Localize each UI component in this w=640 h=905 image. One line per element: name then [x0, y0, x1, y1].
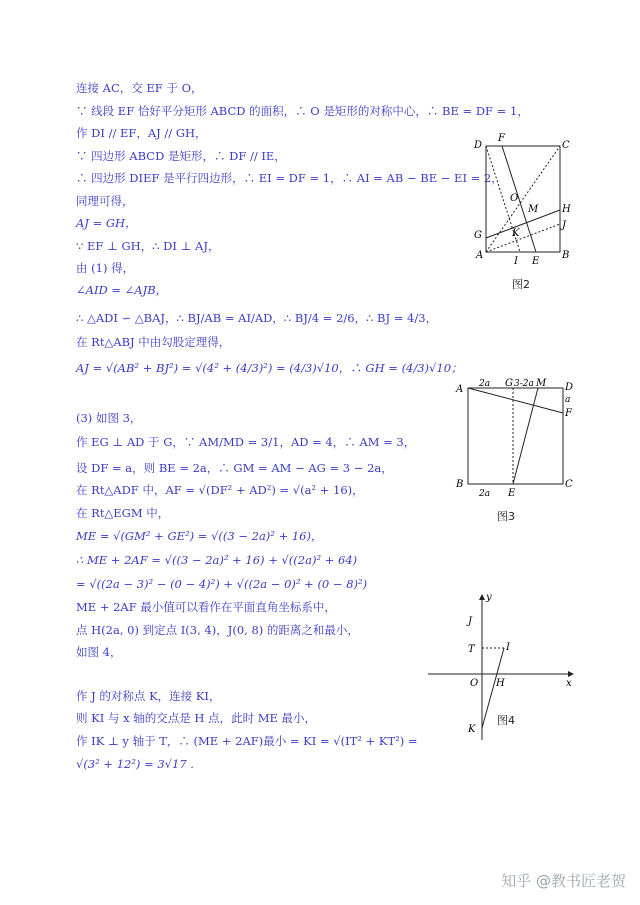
- segment-aj: [486, 224, 560, 252]
- solution-line: 在 Rt△ADF 中，AF = √(DF² + AD²) = √(a² + 16)，: [76, 483, 364, 497]
- solution-line: 作 IK ⊥ y 轴于 T，∴ (ME + 2AF)最小 = KI = √(IT² + KT²) =: [76, 734, 418, 748]
- label-h: H: [496, 678, 505, 689]
- segment-gh: [486, 210, 560, 238]
- figure-2-caption: 图2: [512, 278, 530, 291]
- label-h: H: [562, 204, 571, 215]
- label-o: O: [470, 678, 479, 689]
- label-f: F: [565, 408, 572, 419]
- figure-2: [466, 128, 586, 268]
- solution-line: ∵ 线段 EF 恰好平分矩形 ABCD 的面积，∴ O 是矩形的对称中心，∴ BE = DF = 1，: [76, 104, 529, 118]
- segment-ac: [486, 146, 560, 252]
- label-e: E: [508, 488, 516, 499]
- solution-line: 设 DF = a，则 BE = 2a，∴ GM = AM − AG = 3 − 2a，: [76, 461, 393, 475]
- solution-line: 在 Rt△ABJ 中由勾股定理得，: [76, 335, 231, 349]
- solution-line: ∵ EF ⊥ GH，∴ DI ⊥ AJ，: [76, 239, 220, 253]
- label-j: J: [562, 220, 567, 231]
- solution-line: ∠AID = ∠AJB，: [76, 283, 168, 297]
- solution-line: ∴ △ADI ∽ △BAJ，∴ BJ/AB = AI/AD，∴ BJ/4 = 2/6，∴ BJ = 4/3，: [76, 311, 438, 325]
- solution-line: ME = √(GM² + GE²) = √((3 − 2a)² + 16)，: [76, 529, 323, 543]
- solution-line: ∴ ME + 2AF = √((3 − 2a)² + 16) + √((2a)² + 64): [76, 553, 358, 567]
- label-2a-bottom: 2a: [479, 489, 491, 499]
- label-b: B: [456, 479, 464, 490]
- label-b: B: [562, 250, 570, 261]
- y-axis-arrow: [479, 594, 485, 600]
- label-d: D: [474, 140, 483, 151]
- label-f: F: [498, 133, 505, 144]
- label-k: K: [468, 724, 476, 735]
- label-i: I: [506, 642, 510, 653]
- label-d: D: [565, 382, 574, 393]
- label-m: M: [536, 378, 547, 389]
- solution-line: 连接 AC，交 EF 于 O，: [76, 81, 203, 95]
- solution-line: 由 (1) 得，: [76, 261, 135, 275]
- solution-line: AJ = √(AB² + BJ²) = √(4² + (4/3)²) = (4/3)√10，∴ GH = (4/3)√10；: [76, 361, 463, 375]
- solution-line: 作 EG ⊥ AD 于 G，∵ AM/MD = 3/1，AD = 4，∴ AM = 3，: [76, 435, 416, 449]
- watermark: 知乎 @教书匠老贺: [501, 872, 626, 890]
- label-o: O: [510, 193, 519, 204]
- solution-line: ∴ 四边形 DIEF 是平行四边形，∴ EI = DF = 1，∴ AI = AB − BE − EI = 2，: [76, 171, 503, 185]
- segment-af: [468, 388, 563, 413]
- x-axis-arrow: [568, 671, 574, 677]
- label-t: T: [468, 644, 475, 655]
- label-a: A: [456, 384, 464, 395]
- label-k: K: [512, 228, 520, 239]
- solution-line: 则 KI 与 x 轴的交点是 H 点，此时 ME 最小，: [76, 711, 317, 725]
- figure-3: [454, 374, 584, 504]
- label-g: G: [474, 230, 482, 241]
- label-m: M: [528, 204, 539, 215]
- square-abcd: [468, 388, 563, 484]
- figure-4-caption: 图4: [497, 714, 515, 727]
- label-c: C: [565, 479, 573, 490]
- solution-line: 在 Rt△EGM 中，: [76, 506, 170, 520]
- solution-line: 同理可得，: [76, 194, 134, 208]
- label-i: I: [514, 256, 518, 267]
- label-a: A: [476, 250, 484, 261]
- label-x: x: [566, 678, 572, 689]
- solution-line: 作 DI // EF，AJ // GH，: [76, 126, 207, 140]
- solution-line: = √((2a − 3)² − (0 − 4)²) + √((2a − 0)² + (0 − 8)²): [76, 577, 368, 591]
- label-g: G: [505, 378, 513, 389]
- label-2a-top: 2a: [479, 379, 491, 389]
- label-a-side: a: [565, 395, 571, 405]
- label-c: C: [562, 140, 570, 151]
- label-3-2a: 3-2a: [514, 379, 534, 389]
- label-j: J: [468, 616, 473, 627]
- label-y: y: [486, 592, 492, 603]
- figure-3-caption: 图3: [497, 510, 515, 523]
- label-e: E: [532, 256, 540, 267]
- segment-me: [513, 388, 538, 484]
- solution-line: ME + 2AF 最小值可以看作在平面直角坐标系中，: [76, 600, 336, 614]
- solution-line: AJ = GH，: [76, 216, 137, 230]
- solution-line: 如图 4，: [76, 645, 122, 659]
- solution-line: ∵ 四边形 ABCD 是矩形，∴ DF // IE，: [76, 149, 286, 163]
- solution-line: (3) 如图 3，: [76, 411, 142, 425]
- solution-line: 点 H(2a, 0) 到定点 I(3, 4)，J(0, 8) 的距离之和最小，: [76, 623, 359, 637]
- solution-line: √(3² + 12²) = 3√17 .: [76, 757, 194, 771]
- solution-line: 作 J 的对称点 K，连接 KI，: [76, 689, 221, 703]
